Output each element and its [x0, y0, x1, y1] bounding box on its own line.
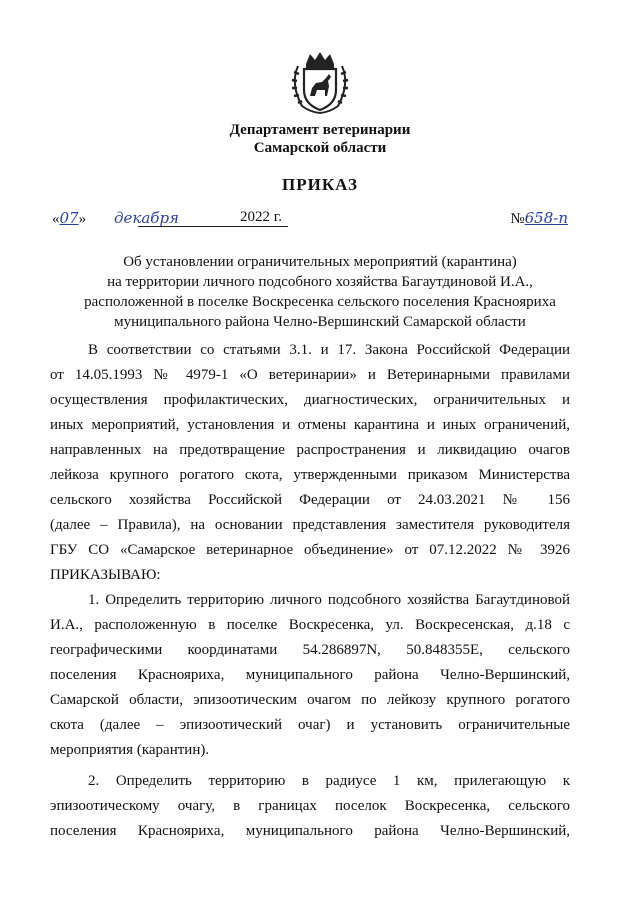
body-line-order-word: ПРИКАЗЫВАЮ: — [50, 567, 161, 583]
department-name — [0, 121, 640, 157]
subject-line: Об установлении ограничительных мероприятий (карантина) — [123, 254, 517, 270]
item-1-line: скота (далее – эпизоотический очаг) и установить ограничительные — [50, 717, 570, 733]
item-2-line: 2. Определить территорию в радиусе 1 км, прилегающую к — [88, 773, 570, 789]
body-line: лейкоза крупного рогатого скота, утвержденными приказом Министерства — [50, 467, 570, 483]
order-month: декабря — [114, 209, 179, 227]
item-1-line: поселения Красноярихa, муниципального района Челно-Вершинский, — [50, 667, 570, 683]
body-line: осуществления профилактических, диагностических, ограничительных и — [50, 392, 570, 408]
body-line: от 14.05.1993 № 4979-1 «О ветеринарии» и Ветеринарными правилами — [50, 367, 570, 383]
item-1-line: Самарской области, эпизоотическим очагом по лейкозу крупного рогатого — [50, 692, 570, 708]
order-subject — [0, 252, 640, 332]
item-1-line: И.А., расположенную в поселке Воскресенка, ул. Воскресенская, д.18 с — [50, 617, 570, 633]
date-underline — [138, 226, 288, 227]
subject-line: на территории личного подсобного хозяйства Багаутдиновой И.А., — [107, 274, 533, 290]
order-year: 2022 г. — [240, 209, 282, 225]
body-line: В соответствии со статьями 3.1. и 17. Закона Российской Федерации — [88, 342, 570, 358]
body-line: иных мероприятий, установления и отмены карантина и иных ограничений, — [50, 417, 570, 433]
order-number: №658-п — [510, 209, 568, 227]
order-body — [50, 338, 570, 844]
date-number-line — [52, 209, 568, 231]
body-line: ГБУ СО «Самарское ветеринарное объединение» от 07.12.2022 № 3926 — [50, 542, 570, 558]
item-2-line: поселения Красноярихa, муниципального района Челно-Вершинский, — [50, 823, 570, 839]
document-title: ПРИКАЗ — [282, 175, 358, 194]
body-line: сельского хозяйства Российской Федерации от 24.03.2021 № 156 — [50, 492, 570, 508]
item-2-line: эпизоотическому очагу, в границах поселок Воскресенка, сельского — [50, 798, 570, 814]
order-day: «07» — [52, 209, 87, 227]
subject-line: муниципального района Челно-Вершинский Самарской области — [114, 314, 526, 330]
subject-line: расположенной в поселке Воскресенка сельского поселения Красноярихa — [84, 294, 556, 310]
body-line: (далее – Правила), на основании представления заместителя руководителя — [50, 517, 570, 533]
body-line: направленных на предотвращение распространения и ликвидацию очагов — [50, 442, 570, 458]
item-1-line: 1. Определить территорию личного подсобного хозяйства Багаутдиновой — [88, 592, 570, 608]
department-line-1: Департамент ветеринарии — [229, 122, 411, 138]
department-line-2: Самарской области — [253, 140, 387, 156]
coat-of-arms-icon — [286, 50, 354, 116]
item-1-line: мероприятия (карантин). — [50, 742, 210, 758]
item-1-line: географическими координатами 54.286897N, 50.848355E, сельского — [50, 642, 570, 658]
